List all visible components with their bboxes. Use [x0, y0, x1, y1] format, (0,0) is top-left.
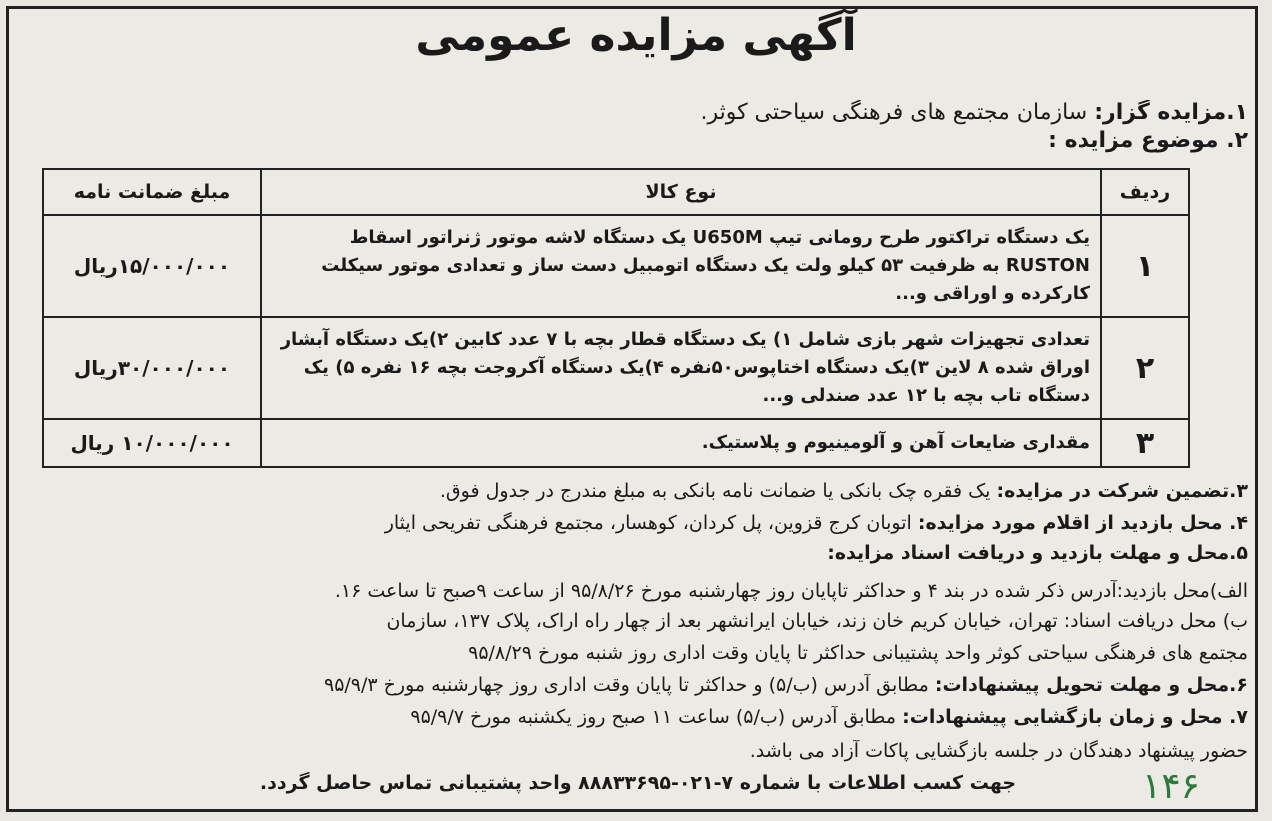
- subject-label: ۲. موضوع مزایده :: [1048, 128, 1248, 153]
- auctioneer-label: ۱.مزایده گزار:: [1094, 100, 1248, 125]
- opening-value: مطابق آدرس (ب/۵) ساعت ۱۱ صبح روز یکشنبه مورخ ۹۵/۹/۷: [410, 706, 897, 728]
- visit-location-label: ۴. محل بازدید از اقلام مورد مزایده:: [917, 512, 1248, 534]
- submission-label: ۶.محل و مهلت تحویل پیشنهادات:: [934, 674, 1248, 696]
- row-amount: ۱۰/۰۰۰/۰۰۰ ریال: [43, 419, 261, 467]
- row-number: ۲: [1101, 317, 1189, 419]
- opening-label: ۷. محل و زمان بازگشایی پیشنهادات:: [902, 706, 1248, 728]
- header-item-type: نوع کالا: [261, 169, 1101, 215]
- row-amount: ۱۵/۰۰۰/۰۰۰ریال: [43, 215, 261, 317]
- header-row-number: ردیف: [1101, 169, 1189, 215]
- visit-location-value: اتوبان کرج قزوین، پل کردان، کوهسار، مجتمع فرهنگی تفریحی ایثار: [384, 512, 912, 534]
- header-guarantee-amount: مبلغ ضمانت نامه: [43, 169, 261, 215]
- submission-line: [28, 674, 1248, 696]
- table-header-row: [43, 169, 1189, 215]
- opening-line: [28, 706, 1248, 728]
- row-description: مقداری ضایعات آهن و آلومینیوم و پلاستیک.: [261, 419, 1101, 467]
- attendance-line: حضور پیشنهاد دهندگان در جلسه بازگشایی پاکات آزاد می باشد.: [749, 740, 1248, 762]
- row-description: تعدادی تجهیزات شهر بازی شامل ۱) یک دستگاه قطار بچه با ۷ عدد کابین ۲)یک دستگاه آبشار اوراق شده ۸ لاین ۳)یک دستگاه اختاپوس۵۰نفره ۴)یک دستگاه آکروجت بچه ۱۶ نفره ۵) یک دستگاه تاب بچه با ۱۲ عدد صندلی و...: [261, 317, 1101, 419]
- participation-guarantee-line: [28, 480, 1248, 502]
- participation-guarantee-value: یک فقره چک بانکی یا ضمانت نامه بانکی به مبلغ مندرج در جدول فوق.: [439, 480, 991, 502]
- row-description: یک دستگاه تراکتور طرح رومانی تیپ U650M یک دستگاه لاشه موتور ژنراتور اسقاط RUSTON به ظرفیت ۵۳ کیلو ولت یک دستگاه اتومبیل دست ساز و تعدادی موتور سیکلت کارکرده و اوراقی و...: [261, 215, 1101, 317]
- visit-place-line: الف)محل بازدید:آدرس ذکر شده در بند ۴ و حداکثر تاپایان روز چهارشنبه مورخ ۹۵/۸/۲۶ از ساعت ۹صبح تا ساعت ۱۶.: [334, 580, 1248, 602]
- row-amount: ۳۰/۰۰۰/۰۰۰ریال: [43, 317, 261, 419]
- row-number: ۱: [1101, 215, 1189, 317]
- contact-line: جهت کسب اطلاعات با شماره ۷-۰۲۱-۸۸۸۳۳۶۹۵ واحد پشتیبانی تماس حاصل گردد.: [259, 772, 1017, 794]
- notice-title: آگهی مزایده عمومی: [415, 10, 857, 61]
- items-table: [42, 168, 1190, 468]
- table-row: [43, 317, 1189, 419]
- row-number: ۳: [1101, 419, 1189, 467]
- docs-place-line: ب) محل دریافت اسناد: تهران، خیابان کریم خان زند، خیابان ایرانشهر بعد از چهار راه اراک، پلاک ۱۳۷، سازمان: [386, 610, 1248, 632]
- participation-guarantee-label: ۳.تضمین شرکت در مزایده:: [996, 480, 1248, 502]
- auctioneer-line: [28, 100, 1248, 125]
- subject-line: [28, 128, 1248, 153]
- handwritten-number: ۱۴۶: [1142, 766, 1201, 807]
- table-row: [43, 215, 1189, 317]
- visit-docs-line: [28, 542, 1248, 564]
- submission-value: مطابق آدرس (ب/۵) و حداکثر تا پایان وقت اداری روز چهارشنبه مورخ ۹۵/۹/۳: [323, 674, 929, 696]
- visit-docs-label: ۵.محل و مهلت بازدید و دریافت اسناد مزایده:: [827, 542, 1248, 564]
- table-row: [43, 419, 1189, 467]
- visit-location-line: [28, 512, 1248, 534]
- docs-place-line-cont: مجتمع های فرهنگی سیاحتی کوثر واحد پشتیبانی حداکثر تا پایان وقت اداری روز شنبه مورخ ۹۵/۸/۲۹: [468, 642, 1248, 664]
- auctioneer-value: سازمان مجتمع های فرهنگی سیاحتی کوثر.: [700, 100, 1088, 125]
